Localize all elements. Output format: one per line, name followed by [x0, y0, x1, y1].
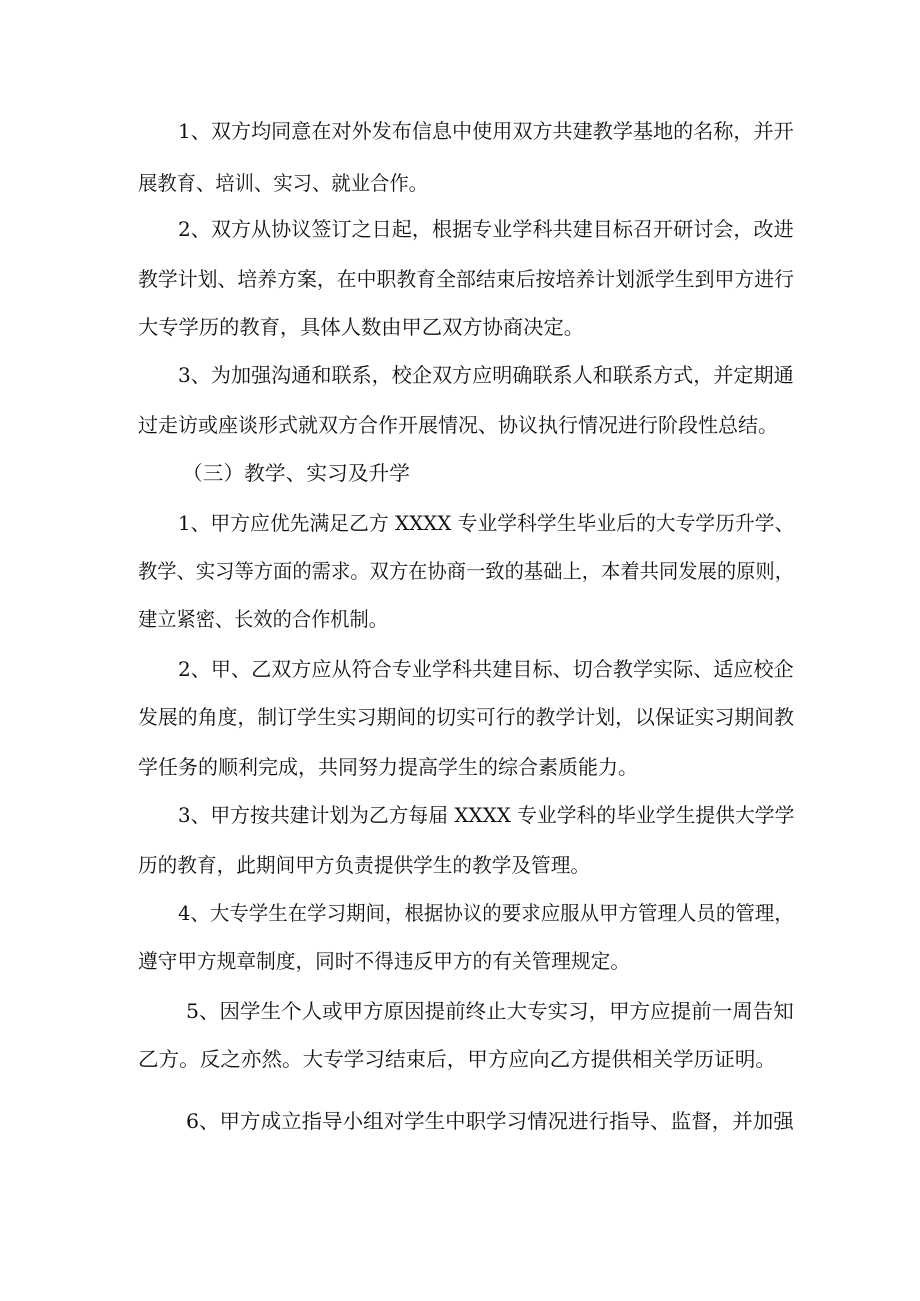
section-heading: （三）教学、实习及升学 [182, 461, 411, 485]
paragraph-4-line-1: 1、甲方应优先满足乙方 XXXX 专业学科学生毕业后的大专学历升学、 [178, 511, 795, 535]
paragraph-5-line-1: 2、甲、乙双方应从符合专业学科共建目标、切合教学实际、适应校企 [178, 657, 794, 681]
paragraph-6-line-2: 历的教育，此期间甲方负责提供学生的教学及管理。 [138, 853, 590, 877]
paragraph-2-line-3: 大专学历的教育，具体人数由甲乙双方协商决定。 [138, 315, 584, 339]
paragraph-5-line-3: 学任务的顺利完成，共同努力提高学生的综合素质能力。 [138, 755, 638, 779]
paragraph-8-line-1: 5、因学生个人或甲方原因提前终止大专实习，甲方应提前一周告知 [186, 999, 794, 1023]
paragraph-7-line-2: 遵守甲方规章制度，同时不得违反甲方的有关管理规定。 [138, 949, 630, 973]
paragraph-8-line-2: 乙方。反之亦然。大专学习结束后，甲方应向乙方提供相关学历证明。 [138, 1047, 776, 1071]
paragraph-5-line-2: 发展的角度，制订学生实习期间的切实可行的教学计划，以保证实习期间教 [138, 705, 794, 729]
paragraph-3-line-1: 3、为加强沟通和联系，校企双方应明确联系人和联系方式，并定期通 [178, 363, 794, 387]
paragraph-2-line-2: 教学计划、培养方案，在中职教育全部结束后按培养计划派学生到甲方进行 [138, 267, 794, 291]
paragraph-1-line-1: 1、双方均同意在对外发布信息中使用双方共建教学基地的名称，并开 [178, 119, 794, 143]
paragraph-1-line-2: 展教育、培训、实习、就业合作。 [138, 171, 429, 195]
paragraph-2-line-1: 2、双方从协议签订之日起，根据专业学科共建目标召开研讨会，改进 [178, 217, 794, 241]
paragraph-6-line-1: 3、甲方按共建计划为乙方每届 XXXX 专业学科的毕业学生提供大学学 [178, 803, 795, 827]
paragraph-4-line-3: 建立紧密、长效的合作机制。 [138, 607, 388, 631]
paragraph-9-line-1-visible: 6、甲方成立指导小组对学生中职学习情况进行指导、监督，并加强 [186, 1109, 794, 1133]
paragraph-4-line-2: 教学、实习等方面的需求。双方在协商一致的基础上，本着共同发展的原则， [138, 559, 794, 583]
paragraph-7-line-1: 4、大专学生在学习期间，根据协议的要求应服从甲方管理人员的管理， [178, 901, 794, 925]
paragraph-3-line-2: 过走访或座谈形式就双方合作开展情况、协议执行情况进行阶段性总结。 [138, 413, 778, 437]
